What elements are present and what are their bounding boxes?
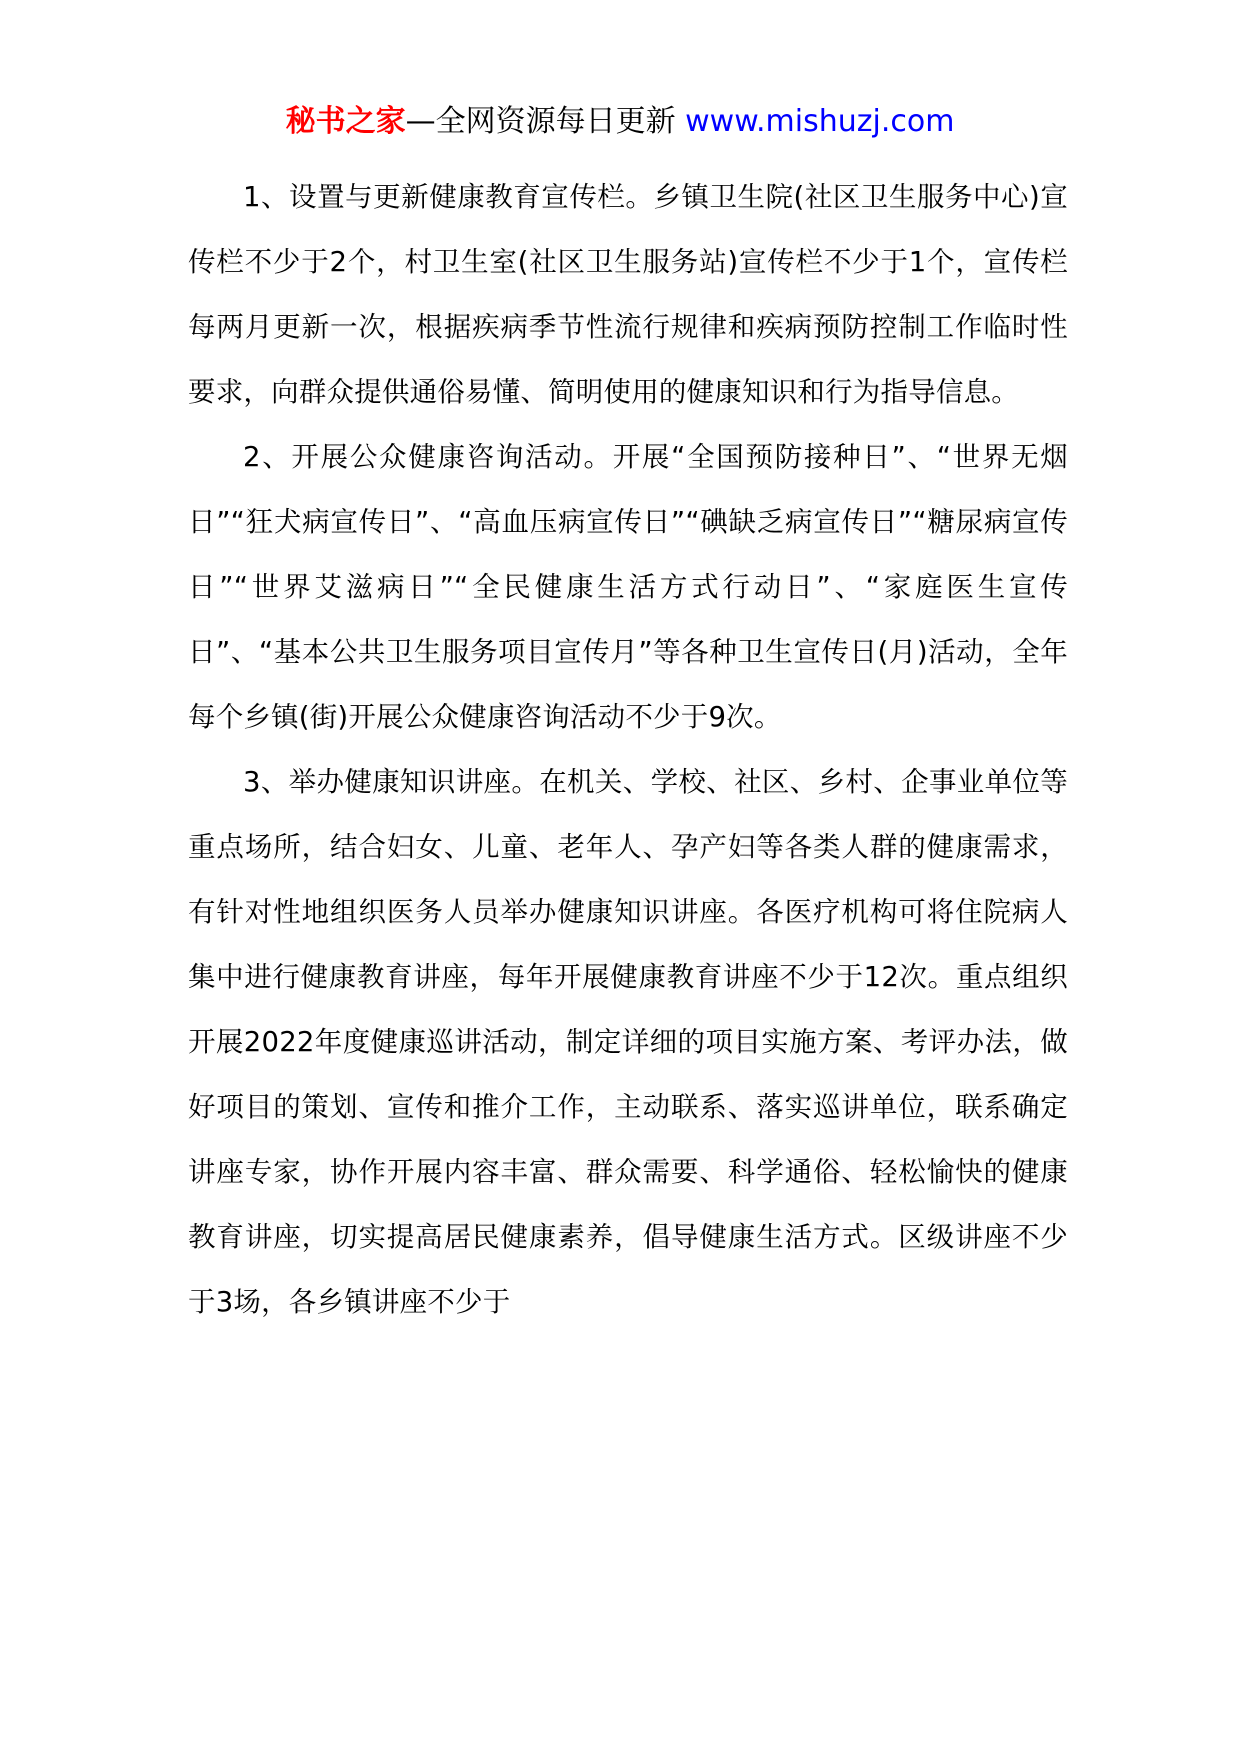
website-url: www.mishuzj.com [685,104,955,139]
header-tagline: —全网资源每日更新 [405,104,686,139]
paragraph-3: 3、举办健康知识讲座。在机关、学校、社区、乡村、企事业单位等重点场所，结合妇女、儿童、老年人、孕产妇等各类人群的健康需求，有针对性地组织医务人员举办健康知识讲座。各医疗机构可将住院病人集中进行健康教育讲座，每年开展健康教育讲座不少于12次。重点组织开展2022年度健康巡讲活动，制定详细的项目实施方案、考评办法，做好项目的策划、宣传和推介工作，主动联系、落实巡讲单位，联系确定讲座专家，协作开展内容丰富、群众需要、科学通俗、轻松愉快的健康教育讲座，切实提高居民健康素养，倡导健康生活方式。区级讲座不少于3场，各乡镇讲座不少于 [188,766,1068,1318]
document-body [188,165,1068,1335]
page-header [0,100,1240,144]
paragraph-1: 1、设置与更新健康教育宣传栏。乡镇卫生院(社区卫生服务中心)宣传栏不少于2个，村卫生室(社区卫生服务站)宣传栏不少于1个，宣传栏每两月更新一次，根据疾病季节性流行规律和疾病预防控制工作临时性要求，向群众提供通俗易懂、简明使用的健康知识和行为指导信息。 [188,181,1068,408]
brand-name: 秘书之家 [285,104,406,139]
paragraph-2: 2、开展公众健康咨询活动。开展“全国预防接种日”、“世界无烟日”“狂犬病宣传日”、“高血压病宣传日”“碘缺乏病宣传日”“糖尿病宣传日”“世界艾滋病日”“全民健康生活方式行动日”、“家庭医生宣传日”、“基本公共卫生服务项目宣传月”等各种卫生宣传日(月)活动，全年每个乡镇(街)开展公众健康咨询活动不少于9次。 [188,441,1068,733]
